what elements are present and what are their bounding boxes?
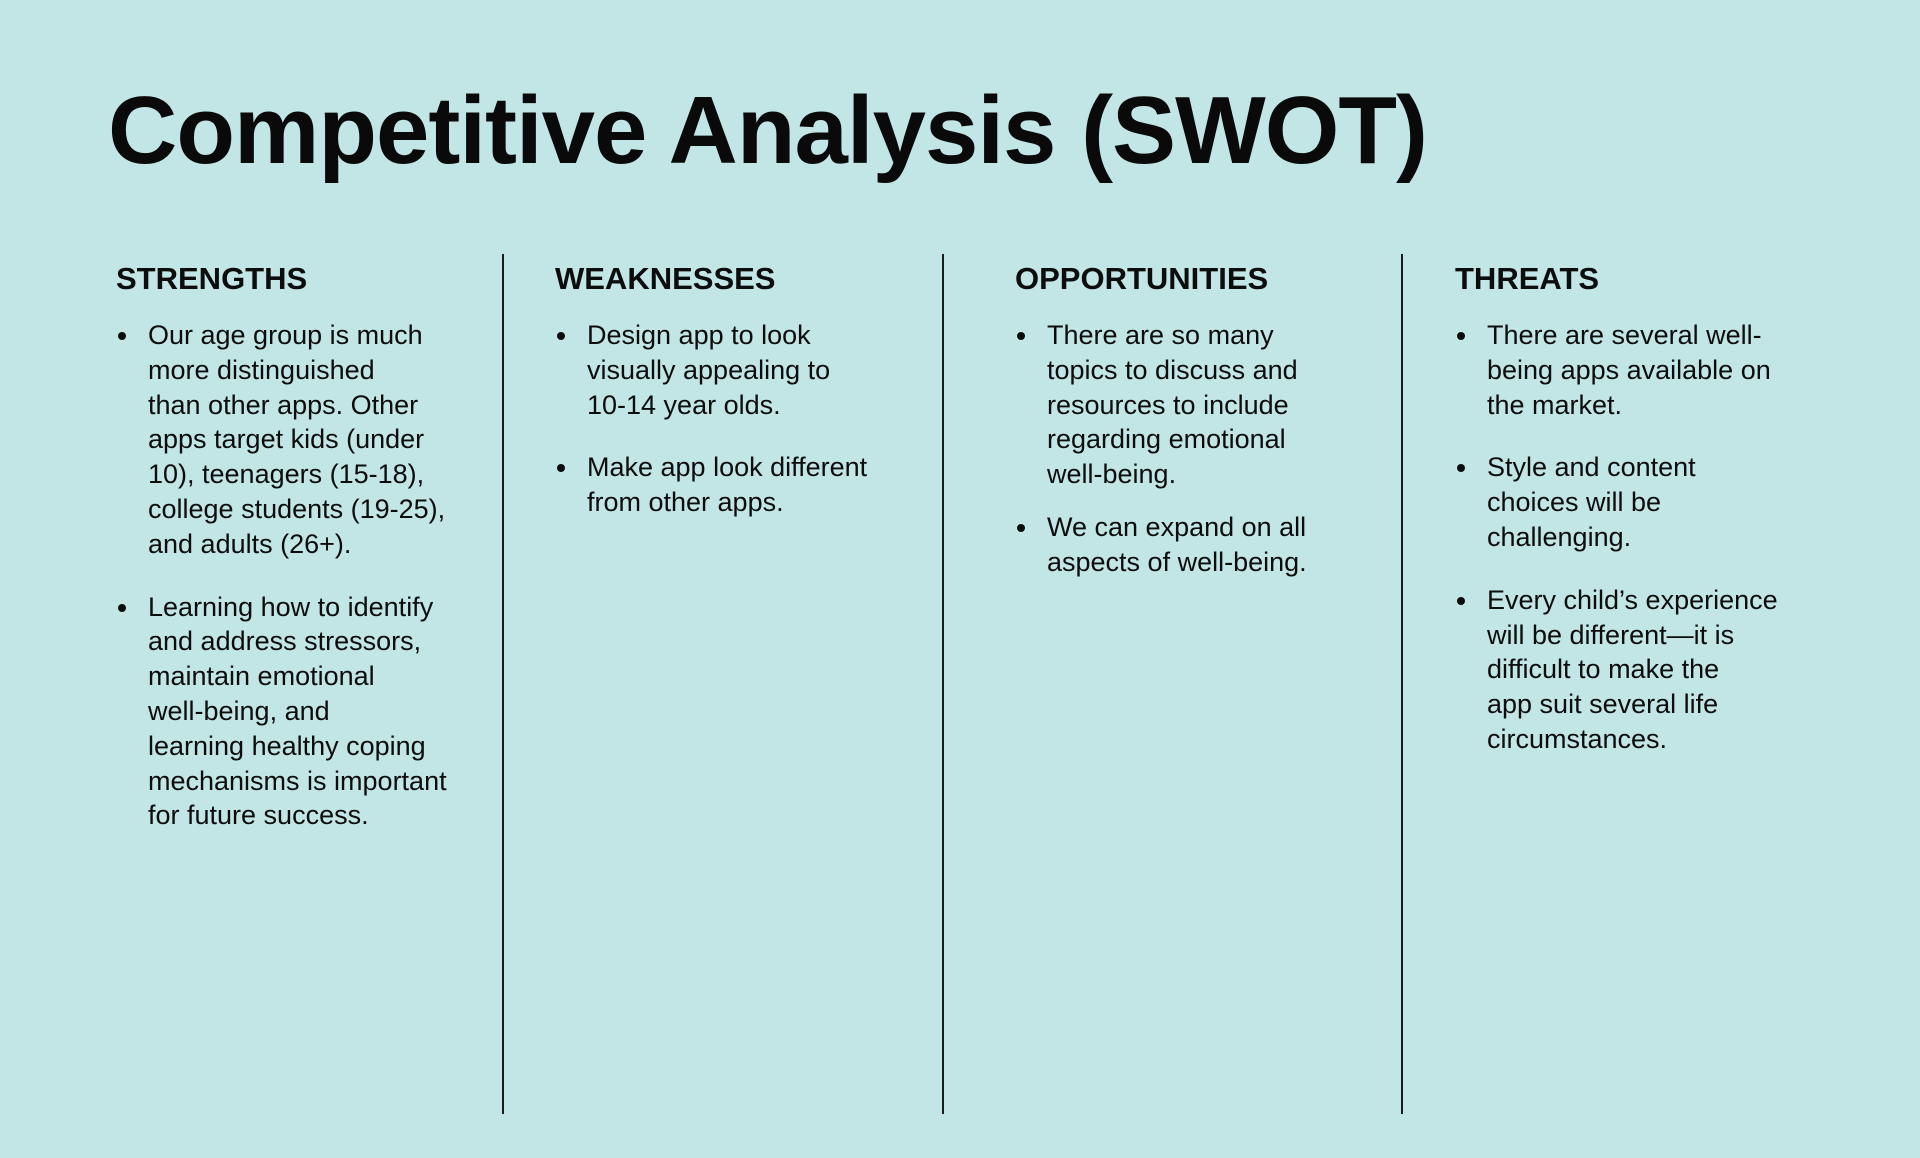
threats-column [1455,262,1855,785]
column-divider [502,254,504,1114]
threats-item: Style and content choices will be challenging. [1455,450,1855,554]
weaknesses-item: Make app look different from other apps. [555,450,935,520]
threats-item: Every child’s experience will be different—it is difficult to make the app suit several life circumstances. [1455,583,1855,757]
strengths-list [116,318,496,833]
opportunities-item: There are so many topics to discuss and resources to include regarding emotional well-being. [1015,318,1395,492]
threats-list [1455,318,1855,757]
opportunities-heading: OPPORTUNITIES [1015,261,1269,296]
opportunities-item: We can expand on all aspects of well-being. [1015,510,1395,580]
opportunities-list [1015,318,1395,580]
strengths-heading: STRENGTHS [116,261,308,296]
page-title: Competitive Analysis (SWOT) [108,77,1427,184]
column-divider [942,254,944,1114]
weaknesses-list [555,318,935,520]
weaknesses-column [555,262,935,548]
column-divider [1401,254,1403,1114]
weaknesses-item: Design app to look visually appealing to 10-14 year olds. [555,318,935,422]
threats-item: There are several well- being apps available on the market. [1455,318,1855,422]
weaknesses-heading: WEAKNESSES [555,261,776,296]
strengths-item: Learning how to identify and address stressors, maintain emotional well-being, and learning healthy coping mechanisms is important for future success. [116,590,496,834]
strengths-column [116,262,496,861]
threats-heading: THREATS [1455,261,1600,296]
strengths-item: Our age group is much more distinguished than other apps. Other apps target kids (under 10), teenagers (15-18), college students (19-25), and adults (26+). [116,318,496,562]
opportunities-column [1015,262,1395,598]
